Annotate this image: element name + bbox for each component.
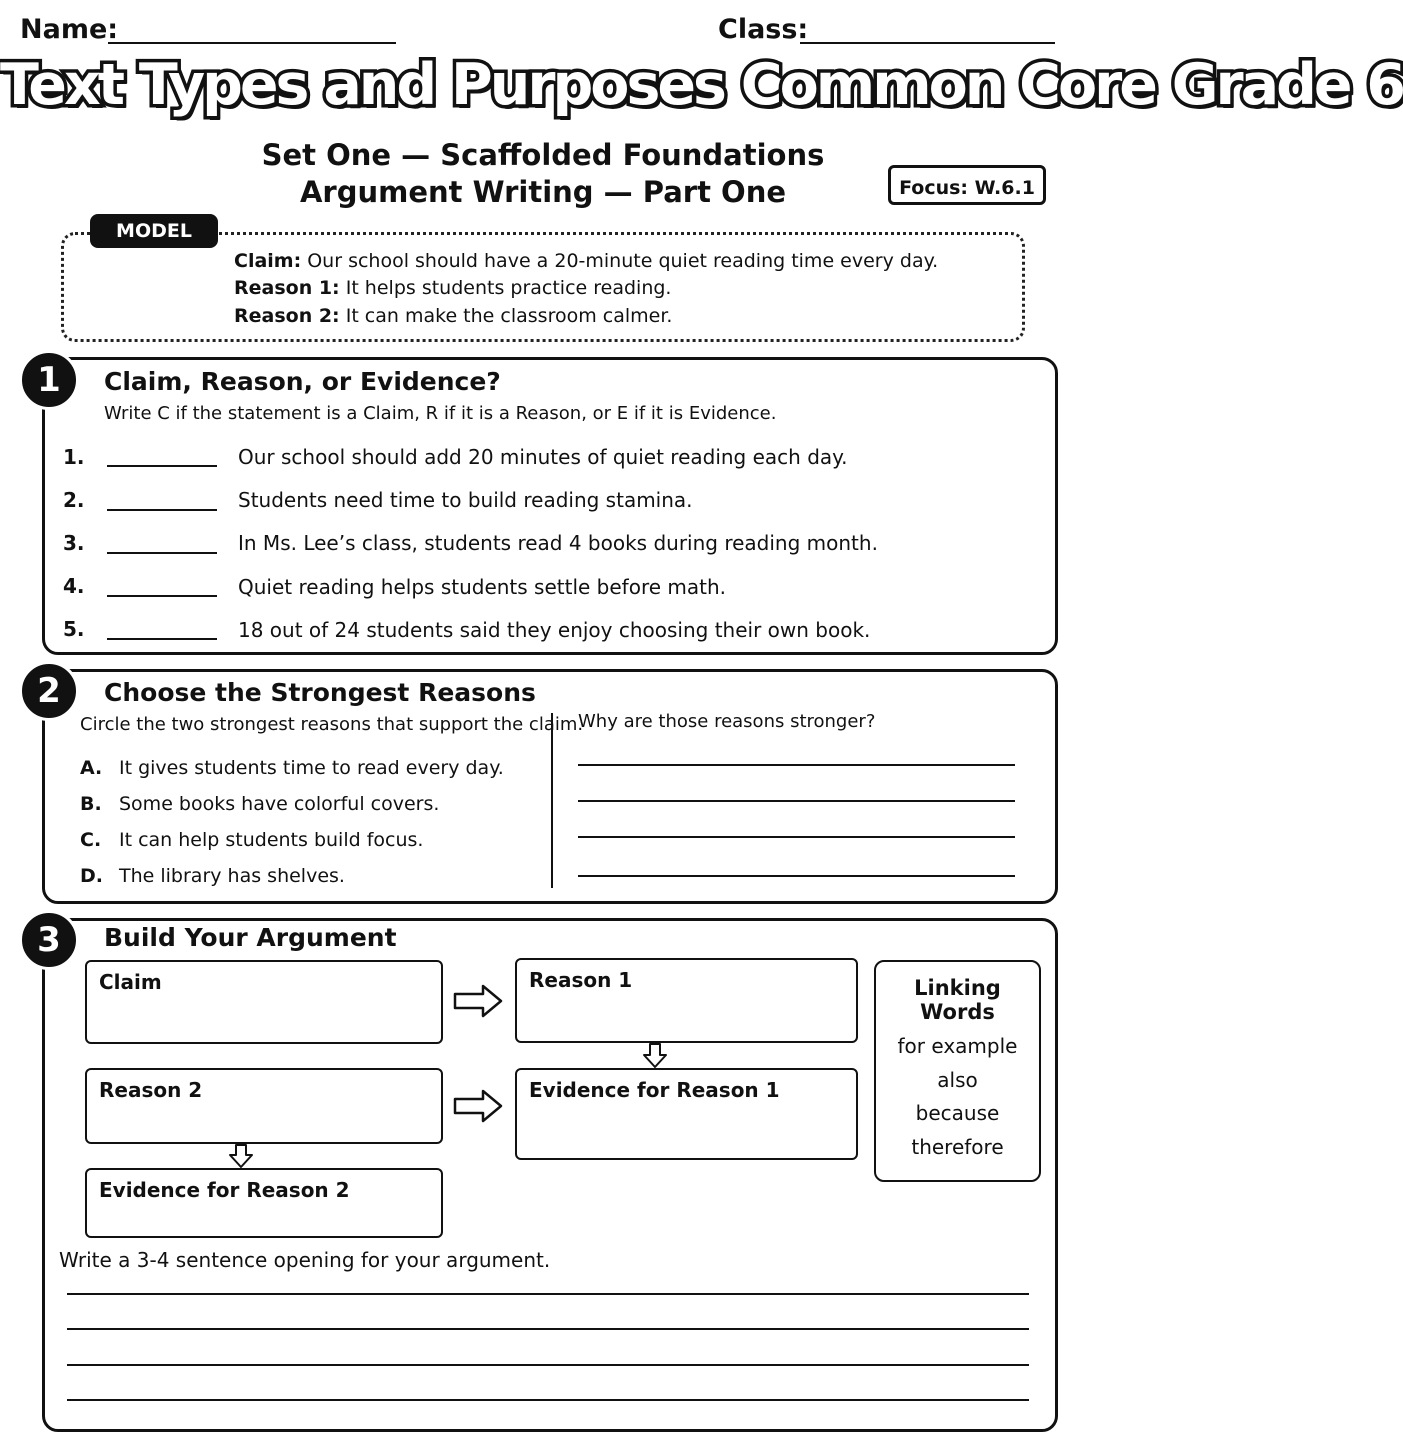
section-1-title: Claim, Reason, or Evidence? (104, 367, 501, 396)
linking-word: because (915, 1101, 1000, 1125)
down-arrow-icon (643, 1043, 667, 1068)
linking-words-box (874, 960, 1041, 1182)
focus-badge: Focus: W.6.1 (888, 165, 1046, 205)
linking-words-title: Linking Words (914, 976, 1001, 1024)
reason-option-b[interactable]: Some books have colorful covers. (119, 793, 440, 815)
why-answer-line[interactable] (578, 764, 1015, 766)
reason-2-label: Reason 2 (99, 1078, 203, 1102)
class-field[interactable] (800, 42, 1055, 44)
writing-line[interactable] (67, 1364, 1029, 1366)
model-reason-2: Reason 2: It can make the classroom calmer. (234, 305, 673, 327)
option-letter: A. (80, 757, 103, 779)
section-3-number: 3 (19, 910, 79, 970)
write-instruction: Write a 3-4 sentence opening for your argument. (59, 1248, 551, 1272)
question-number: 1. (63, 445, 85, 469)
answer-blank[interactable] (107, 465, 217, 467)
reason-option-c[interactable]: It can help students build focus. (119, 829, 424, 851)
option-letter: C. (80, 829, 102, 851)
section-1-instruction: Write C if the statement is a Claim, R if it is a Reason, or E if it is Evidence. (104, 403, 777, 424)
question-number: 5. (63, 617, 85, 641)
reason-1-label: Reason 1 (529, 968, 633, 992)
worksheet-title: Text Types and Purposes Common Core Grade 6 (0, 52, 1403, 118)
section-2-number: 2 (19, 661, 79, 721)
claim-box[interactable] (85, 960, 443, 1044)
question-text: Quiet reading helps students settle before math. (238, 575, 727, 599)
evidence-1-label: Evidence for Reason 1 (529, 1078, 780, 1102)
section-2-title: Choose the Strongest Reasons (104, 678, 536, 707)
question-text: In Ms. Lee’s class, students read 4 books during reading month. (238, 531, 878, 555)
evidence-1-box[interactable] (515, 1068, 858, 1160)
question-text: Students need time to build reading stamina. (238, 488, 693, 512)
why-prompt: Why are those reasons stronger? (578, 711, 876, 732)
class-label: Class: (718, 14, 809, 45)
name-label: Name: (20, 14, 119, 45)
down-arrow-icon (229, 1144, 253, 1168)
question-text: 18 out of 24 students said they enjoy choosing their own book. (238, 618, 871, 642)
why-answer-line[interactable] (578, 800, 1015, 802)
option-letter: D. (80, 865, 103, 887)
linking-word: also (937, 1067, 978, 1092)
answer-blank[interactable] (107, 638, 217, 640)
column-divider (551, 713, 553, 888)
section-1-number: 1 (19, 350, 79, 410)
evidence-2-box[interactable] (85, 1168, 443, 1238)
model-claim: Claim: Our school should have a 20-minute quiet reading time every day. (234, 250, 939, 272)
name-field[interactable] (108, 42, 396, 44)
model-tab: MODEL (90, 214, 218, 248)
question-number: 2. (63, 488, 85, 512)
reason-option-a[interactable]: It gives students time to read every day. (119, 757, 504, 779)
evidence-2-label: Evidence for Reason 2 (99, 1178, 350, 1202)
claim-box-label: Claim (99, 970, 162, 994)
reason-1-box[interactable] (515, 958, 858, 1043)
part-subtitle: Argument Writing — Part One (299, 175, 787, 209)
model-reason-1: Reason 1: It helps students practice reading. (234, 277, 672, 299)
set-subtitle: Set One — Scaffolded Foundations (261, 138, 825, 172)
writing-line[interactable] (67, 1293, 1029, 1295)
why-answer-line[interactable] (578, 836, 1015, 838)
right-arrow-icon (453, 984, 503, 1018)
linking-word: therefore (911, 1134, 1004, 1159)
section-3-title: Build Your Argument (104, 923, 397, 952)
writing-line[interactable] (67, 1328, 1029, 1330)
section-2-instruction: Circle the two strongest reasons that support the claim. (80, 714, 584, 735)
question-number: 4. (63, 574, 85, 598)
question-text: Our school should add 20 minutes of quiet reading each day. (238, 445, 848, 469)
answer-blank[interactable] (107, 595, 217, 597)
reason-option-d[interactable]: The library has shelves. (119, 865, 345, 887)
why-answer-line[interactable] (578, 875, 1015, 877)
answer-blank[interactable] (107, 509, 217, 511)
reason-2-box[interactable] (85, 1068, 443, 1144)
linking-word: for example (897, 1034, 1018, 1058)
answer-blank[interactable] (107, 552, 217, 554)
right-arrow-icon (453, 1089, 503, 1123)
writing-line[interactable] (67, 1399, 1029, 1401)
option-letter: B. (80, 793, 102, 815)
question-number: 3. (63, 531, 85, 555)
